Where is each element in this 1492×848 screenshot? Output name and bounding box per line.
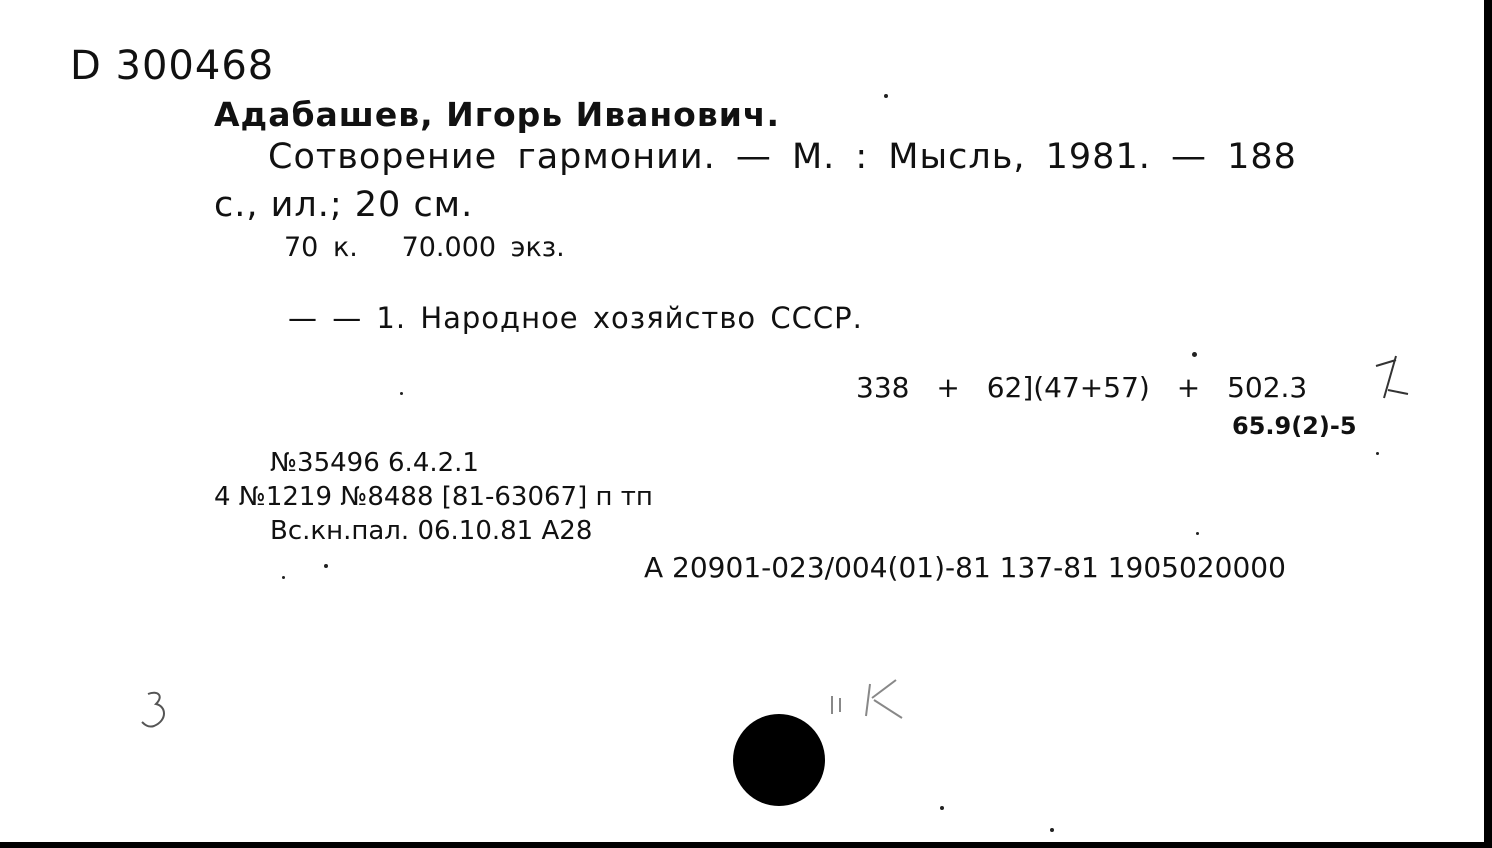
price-line: 70 к. 70.000 экз. [284,232,565,263]
author-heading: Адабашев, Игорь Иванович. [214,95,781,134]
handwritten-mark-icon [136,686,186,740]
classification-index-1: 338 + 62](47+57) + 502.3 [856,371,1308,404]
speck [884,94,888,98]
speck [282,576,285,579]
speck [400,392,403,395]
call-number: D 300468 [70,43,275,89]
title-line-2: с., ил.; 20 см. [214,185,474,225]
speck [940,806,944,810]
classification-index-2: 65.9(2)-5 [1232,412,1357,440]
subject-heading: — — 1. Народное хозяйство СССР. [288,301,863,335]
title-line-1: Сотворение гармонии. — М. : Мысль, 1981. — 188 [268,137,1297,177]
tech-line-2: 4 №1219 №8488 [81-63067] п тп [214,482,653,512]
speck [1050,828,1054,832]
speck [324,564,328,568]
speck [1192,352,1197,357]
faint-scribble-icon [826,676,910,724]
tech-line-3: Вс.кн.пал. 06.10.81 А28 [270,516,593,546]
speck [1196,532,1199,535]
correction-mark-icon [1370,350,1410,406]
speck [1376,452,1379,455]
tech-line-4: А 20901-023/004(01)-81 137-81 1905020000 [644,551,1286,584]
punch-hole [733,714,825,806]
tech-line-1: №35496 6.4.2.1 [270,448,479,478]
